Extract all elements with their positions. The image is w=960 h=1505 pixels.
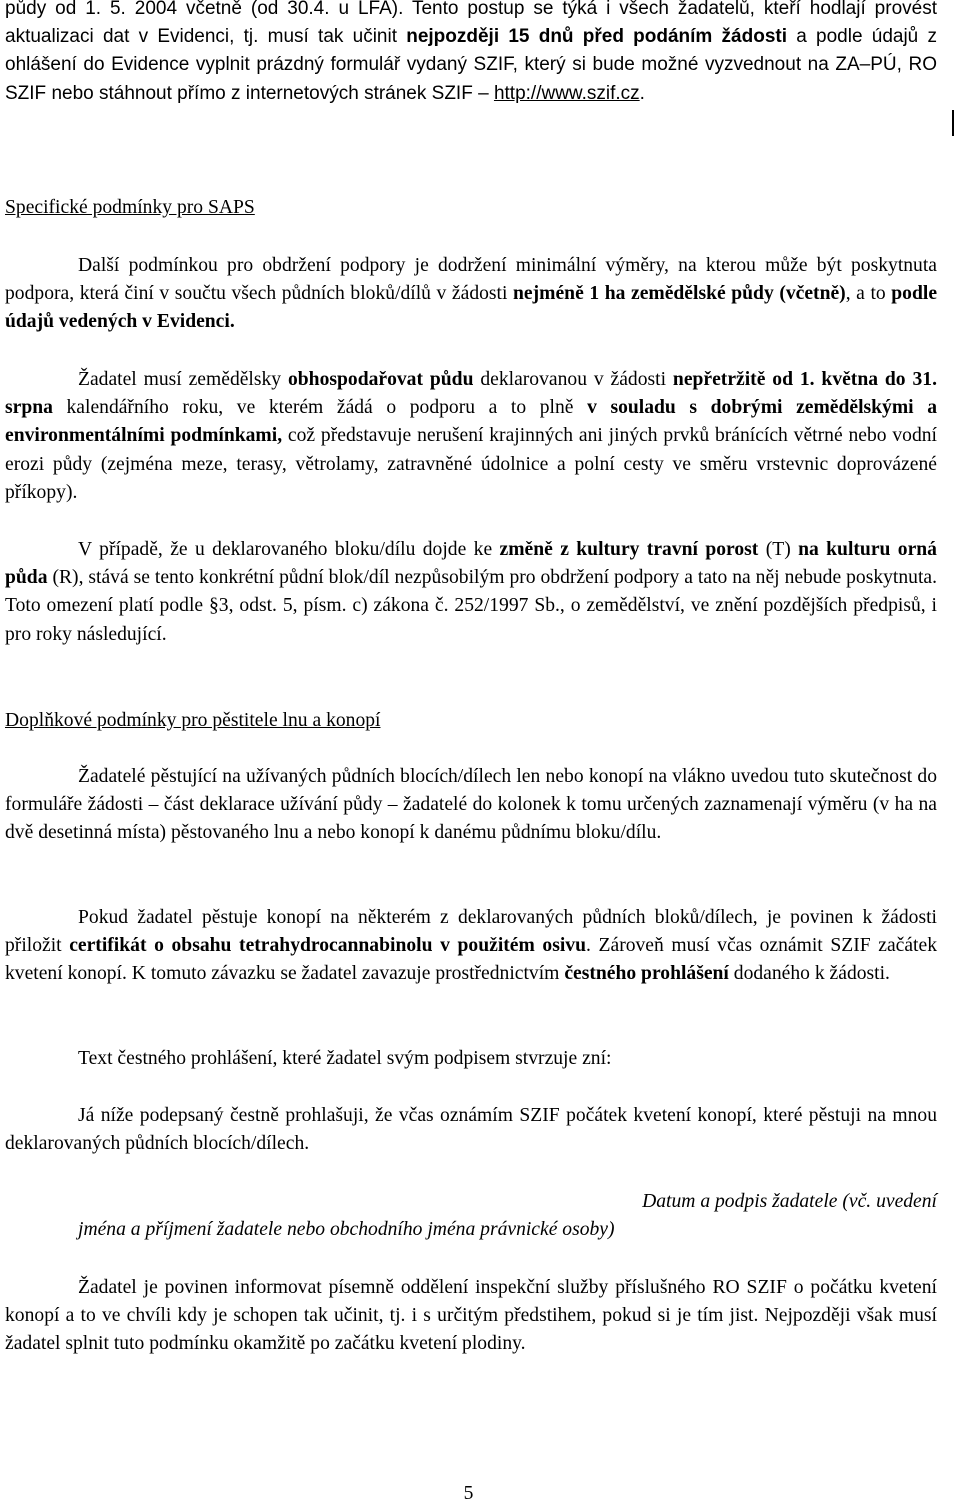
page-number: 5 (463, 1483, 474, 1504)
intro-end: . (639, 82, 645, 104)
hemp-p2-text-e: dodaného k žádosti. (728, 963, 890, 985)
saps-paragraph-minimum-area (5, 252, 937, 337)
intro-text-1: půdy od 1. 5. 2004 včetně (od 30.4. u LFA). Tento postup se týká i všech žadatelů, kteří hodlají provést aktualizaci dat v Evidenci, tj. musí tak učinit (5, 0, 937, 48)
saps-p3-text-a: V případě, že u deklarovaného bloku/dílu dojde ke (78, 539, 500, 560)
saps-p2-text-a: Žadatel musí zemědělsky (78, 369, 288, 390)
section-heading-saps: Specifické podmínky pro SAPS (5, 197, 255, 218)
revision-bar (952, 110, 954, 136)
saps-p1-bold-d: podle údajů vedených v Evidenci. (5, 283, 938, 333)
saps-p3-bold-b: změně z kultury travní porost (499, 539, 759, 560)
saps-p1-text-a: Další podmínkou pro obdržení podpory je dodržení minimální výměry, na kterou může být poskytnuta podpora, která činí v součtu všech půdních bloků/dílů v žádosti (5, 255, 937, 305)
szif-website-link[interactable]: http://www.szif.cz (493, 82, 640, 104)
flowering-notice-paragraph: Žadatel je povinen informovat písemně oddělení inspekční služby příslušného RO SZIF o počátku kvetení konopí a to ve chvíli kdy je schopen tak učinit, tj. i s určitým předstihem, pokud si je tím jist. Nejpozději však musí žadatel splnit tuto podmínku okamžitě po začátku kvetení plodiny. (5, 1277, 937, 1355)
section-heading-flax-hemp: Doplňkové podmínky pro pěstitele lnu a konopí (5, 710, 381, 731)
hemp-p2-text-c: . Zároveň musí včas oznámit SZIF začátek kvetení konopí. K tomuto závazku se žadatel zavazuje prostřednictvím (5, 935, 937, 985)
saps-p2-text-g: což představuje nerušení krajinných ani jiných prvků bránících větrné nebo vodní erozi půdy (zejména meze, terasy, větrolamy, zatravněné údolnice a polní cesty ve směru vrstevnic doprovázené příkopy). (5, 425, 937, 503)
saps-p1-bold-b: nejméně 1 ha zemědělské půdy (včetně) (513, 283, 846, 305)
intro-paragraph (5, 0, 937, 108)
hemp-p2-bold-d: čestného prohlášení (564, 963, 729, 985)
declaration-text: Já níže podepsaný čestně prohlašuji, že včas oznámím SZIF počátek kvetení konopí, které pěstuji na mnou deklarovaných půdních blocích/dílech. (5, 1105, 937, 1155)
hemp-p2-text-a: Pokud žadatel pěstuje konopí na některém z deklarovaných půdních bloků/dílech, je povinen k žádosti přiložit (5, 907, 937, 957)
signature-line-2: jména a příjmení žadatele nebo obchodního jména právnické osoby) (78, 1219, 615, 1240)
saps-p2-text-e: kalendářního roku, ve kterém žádá o podporu a to plně (52, 397, 588, 419)
declaration-intro: Text čestného prohlášení, které žadatel svým podpisem stvrzuje zní: (78, 1048, 612, 1069)
saps-p2-bold-b: obhospodařovat půdu (287, 369, 474, 390)
saps-p3-text-e: (R), stává se tento konkrétní půdní blok/díl nezpůsobilým pro obdržení podpory a tato na něj nebude poskytnuta. Toto omezení platí podle §3, odst. 5, písm. c) zákona č. 252/1997 Sb., o zemědělství, ve znění pozdějších předpisů, i pro roky následující. (5, 567, 937, 645)
intro-text-2: a podle údajů z ohlášení do Evidence vyplnit prázdný formulář vydaný SZIF, který si bude možné vyzvednout na ZA–PÚ, RO SZIF nebo stáhnout přímo z internetových stránek SZIF – (5, 26, 937, 104)
saps-p1-text-c: , a to (845, 283, 892, 305)
intro-bold-deadline: nejpozději 15 dnů před podáním žádosti (406, 26, 788, 48)
hemp-paragraph-certificate (5, 904, 937, 989)
signature-line-1: Datum a podpis žadatele (vč. uvedení (642, 1191, 937, 1212)
saps-paragraph-cultivation (5, 366, 937, 507)
flax-hemp-paragraph-declaration: Žadatelé pěstující na užívaných půdních blocích/dílech len nebo konopí na vlákno uvedou tuto skutečnost do formuláře žádosti – část deklarace užívání půdy – žadatelé do kolonek k tomu určených zaznamenají výměru (v ha na dvě desetinná místa) pěstovaného lnu a nebo konopí k danému půdnímu bloku/dílu. (5, 766, 937, 844)
saps-p3-text-c: (T) (758, 539, 799, 560)
hemp-p2-bold-b: certifikát o obsahu tetrahydrocannabinolu v použitém osivu (69, 935, 586, 957)
saps-p3-bold-d: na kulturu orná půda (5, 539, 937, 589)
saps-p2-bold-d: nepřetržitě od 1. května do 31. srpna (5, 369, 937, 419)
saps-paragraph-culture-change (5, 536, 937, 649)
saps-p2-bold-f: v souladu s dobrými zemědělskými a environmentálními podmínkami, (5, 397, 937, 447)
saps-p2-text-c: deklarovanou v žádosti (473, 369, 673, 390)
